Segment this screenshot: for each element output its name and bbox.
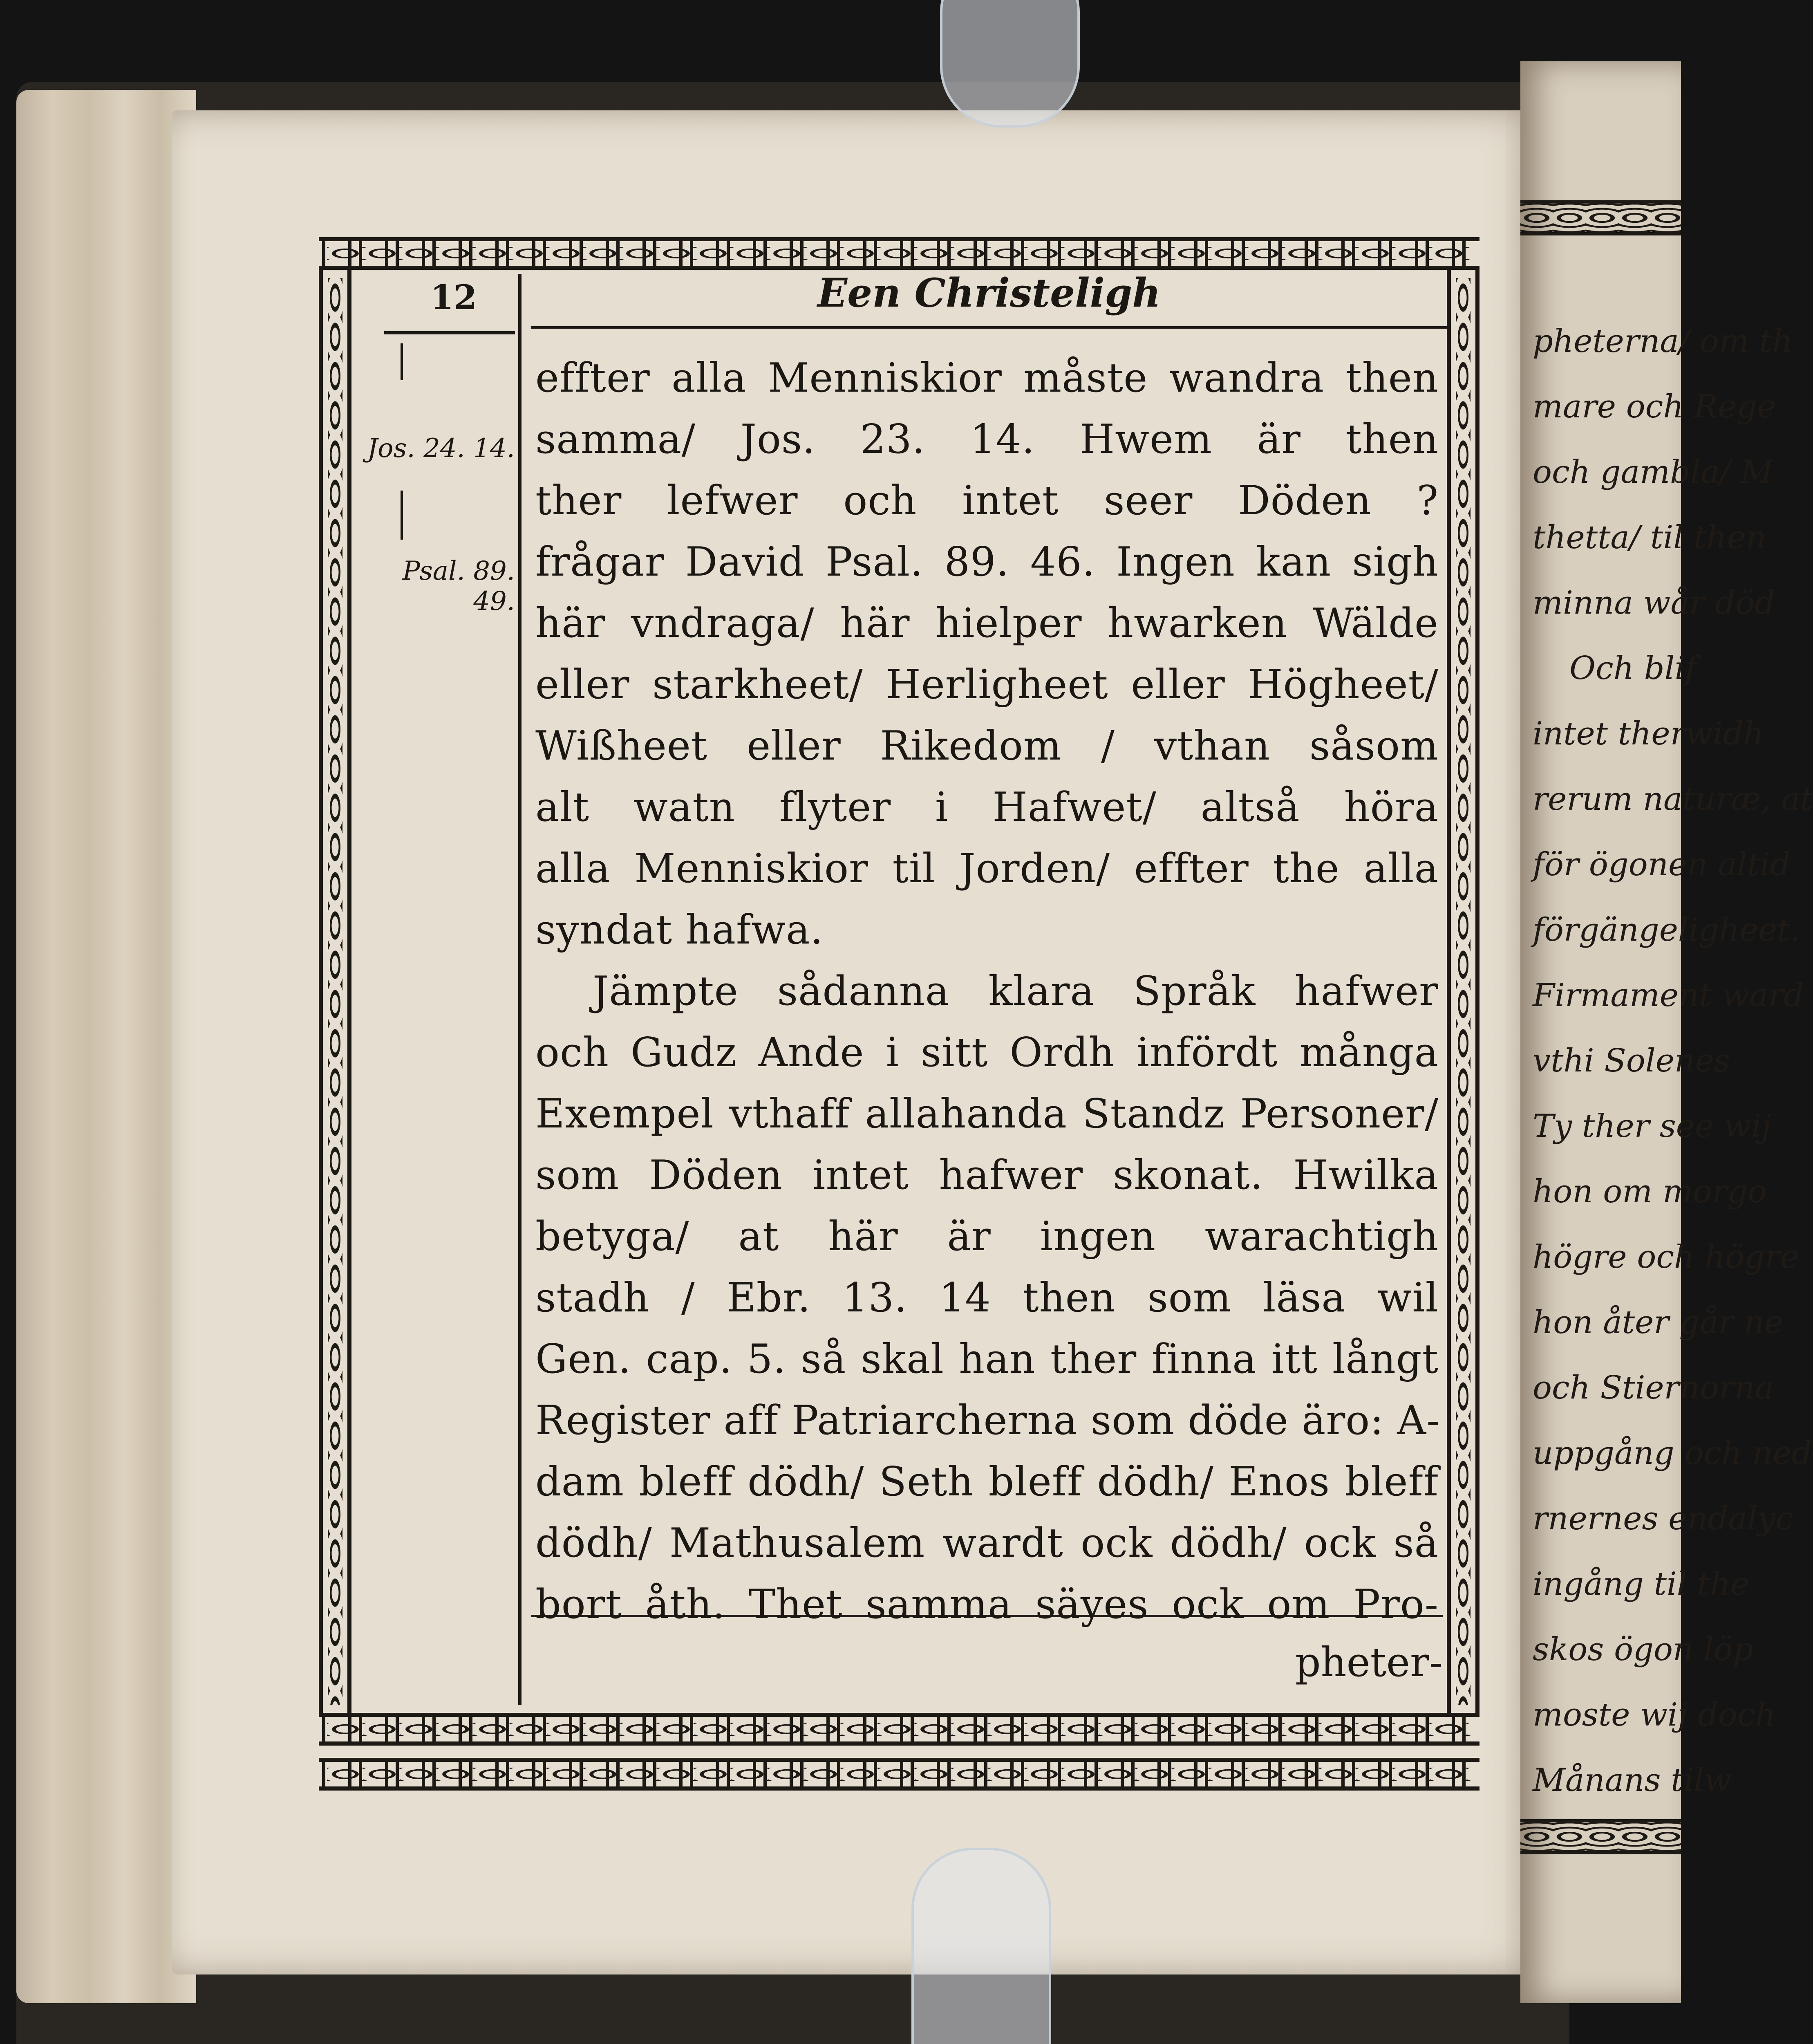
- text-line: ther lefwer och intet seer Döden ?: [535, 477, 1439, 524]
- right-page-line: rerum naturæ, at: [1533, 781, 1813, 818]
- page-clip-bottom: [911, 1848, 1051, 2044]
- right-page-line: pheterna/ om th: [1533, 323, 1793, 360]
- margin-mark: [401, 343, 403, 380]
- margin-note: Psal. 89. 49.: [402, 556, 515, 616]
- right-page-line: för ögonen altid: [1533, 846, 1791, 883]
- page-number: 12: [430, 278, 477, 317]
- right-page-ornament-border: [1520, 200, 1681, 235]
- margin-mark: [401, 491, 403, 540]
- right-page-line: vthi Solenes: [1533, 1042, 1730, 1079]
- left-page: [172, 110, 1545, 1975]
- text-line: bort åth. Thet samma säyes ock om Pro-: [535, 1581, 1439, 1628]
- right-page-line: hon om morgo: [1533, 1173, 1767, 1210]
- right-page: [1520, 61, 1813, 2003]
- right-page-line: förgängeligheet.: [1533, 912, 1800, 948]
- right-page-ornament-border-bottom: [1520, 1819, 1681, 1854]
- bottom-ornament-border-2: [319, 1758, 1479, 1791]
- text-line: som Döden intet hafwer skonat. Hwilka: [535, 1152, 1439, 1199]
- right-page-line: Firmament ward: [1533, 977, 1804, 1014]
- right-page-line: skos ögon löp: [1533, 1631, 1753, 1668]
- right-page-line: intet therwidh: [1533, 715, 1764, 752]
- right-page-line: Månans tilw: [1533, 1762, 1732, 1799]
- ornamental-frame: [319, 237, 1479, 1791]
- right-page-line: ingång til the: [1533, 1566, 1750, 1602]
- right-page-line: hon åter går ne: [1533, 1304, 1784, 1341]
- text-line: dam bleff dödh/ Seth bleff dödh/ Enos bleff: [535, 1459, 1439, 1505]
- right-page-line: och gambla/ M: [1533, 454, 1773, 491]
- text-line: dödh/ Mathusalem wardt ock dödh/ ock så: [535, 1520, 1439, 1567]
- text-line: samma/ Jos. 23. 14. Hwem är then: [535, 416, 1439, 463]
- running-head: Een Christeligh: [817, 270, 1161, 316]
- text-line: syndat hafwa.: [535, 907, 824, 953]
- right-page-line: uppgång och ned: [1533, 1435, 1812, 1472]
- text-line: frågar David Psal. 89. 46. Ingen kan sigh: [535, 539, 1439, 585]
- right-page-line: Och blif: [1569, 650, 1697, 687]
- margin-note: Jos. 24. 14.: [367, 433, 515, 464]
- right-page-line: och Stiernorna: [1533, 1369, 1774, 1406]
- text-line: Jämpte sådanna klara Språk hafwer: [593, 968, 1439, 1015]
- top-ornament-border: [319, 237, 1479, 270]
- bottom-ornament-border: [319, 1713, 1479, 1746]
- right-page-line: mare och Rege: [1533, 388, 1776, 425]
- text-line: Register aff Patriarcherna som döde äro: A-: [535, 1397, 1441, 1444]
- catchword: pheter-: [1295, 1639, 1443, 1686]
- page-edges: [16, 90, 196, 2003]
- right-page-line: Ty ther see wij: [1533, 1108, 1771, 1145]
- right-ornament-border: [1447, 270, 1479, 1713]
- right-page-line: moste wij doch: [1533, 1697, 1776, 1733]
- text-line: betyga/ at här är ingen warachtigh: [535, 1213, 1439, 1260]
- right-page-line: rnernes endalyc: [1533, 1500, 1793, 1537]
- text-line: eller starkheet/ Herligheet eller Högheet/: [535, 661, 1439, 708]
- text-line: här vndraga/ här hielper hwarken Wälde: [535, 600, 1439, 647]
- right-page-line: högre och högre: [1533, 1239, 1799, 1275]
- text-line: stadh / Ebr. 13. 14 then som läsa wil: [535, 1275, 1439, 1321]
- text-line: Exempel vthaff allahanda Standz Personer/: [535, 1091, 1439, 1137]
- text-line: och Gudz Ande i sitt Ordh infördt många: [535, 1029, 1439, 1076]
- body-text: [535, 347, 1439, 1635]
- right-page-line: minna wår död: [1533, 585, 1775, 621]
- right-page-line: thetta/ til then: [1533, 519, 1767, 556]
- header-rule-right: [531, 326, 1447, 329]
- text-line: alla Menniskior til Jorden/ effter the alla: [535, 845, 1439, 892]
- text-line: Gen. cap. 5. så skal han ther finna itt långt: [535, 1336, 1439, 1383]
- header-rule-left: [384, 331, 515, 334]
- margin-column-rule: [518, 274, 522, 1705]
- left-ornament-border: [319, 270, 351, 1713]
- text-line: effter alla Menniskior måste wandra then: [535, 355, 1439, 401]
- page-clip-top: [940, 0, 1080, 128]
- text-line: Wißheet eller Rikedom / vthan såsom: [535, 723, 1439, 769]
- text-line: alt watn flyter i Hafwet/ altså höra: [535, 784, 1439, 831]
